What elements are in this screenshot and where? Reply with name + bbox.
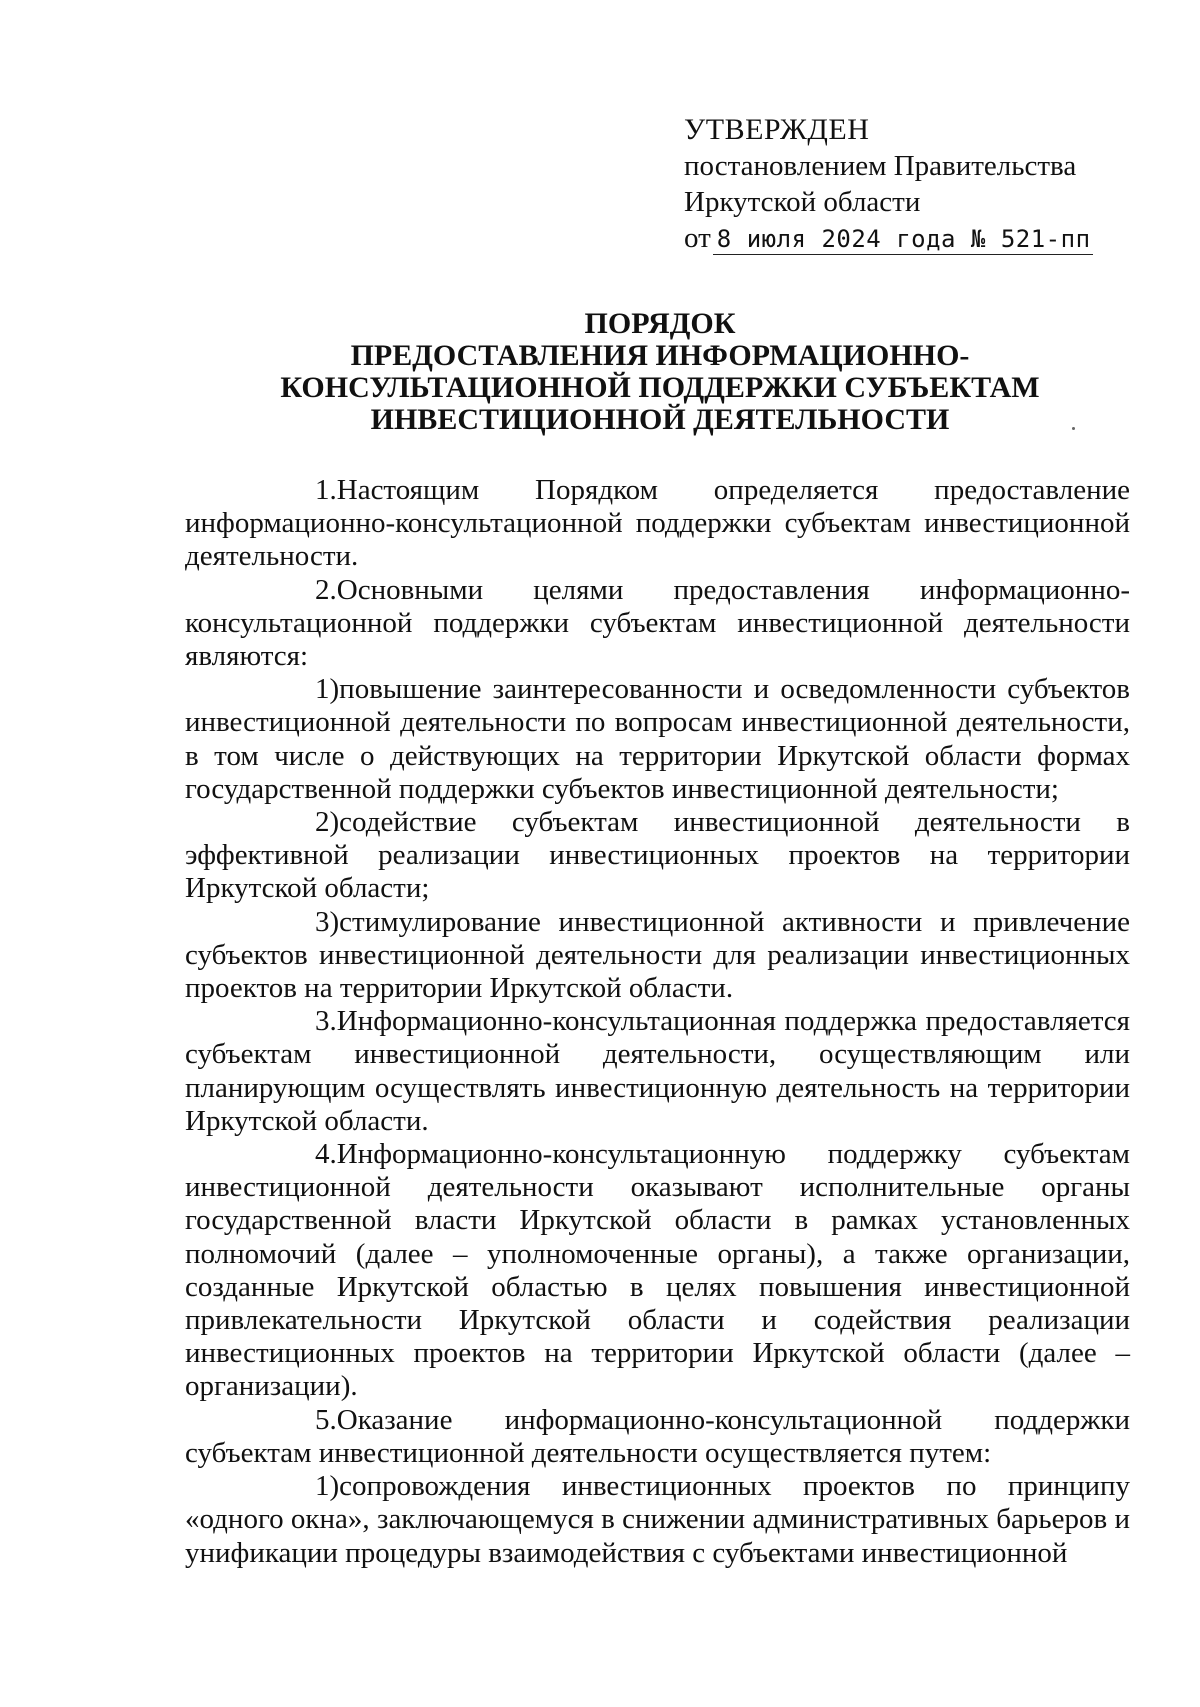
approval-date-prefix: от bbox=[684, 222, 711, 254]
paragraph-text: сопровождения инвестиционных проектов по принципу «одного окна», заключающемуся в снижении административных барьеров и унификации процедуры взаимодействия с субъектами инвестиционной bbox=[185, 1470, 1130, 1569]
scan-speck bbox=[1072, 427, 1075, 430]
paragraph bbox=[185, 1470, 1130, 1570]
paragraph-text: Информационно-консультационную поддержку субъектам инвестиционной деятельности оказывают исполнительные органы государственной власти Иркутской области в рамках установленных полномочий (далее – уполномоченные органы), а также организации, созданные Иркутской областью в целях повышения инвестиционной привлекательности Иркутской области и содействия реализации инвестиционных проектов на территории Иркутской области (далее – организации). bbox=[185, 1138, 1130, 1403]
paragraph-number: 5. bbox=[315, 1403, 337, 1436]
paragraph bbox=[185, 1404, 1130, 1470]
paragraph bbox=[185, 574, 1130, 674]
paragraph bbox=[185, 673, 1130, 806]
paragraph bbox=[185, 474, 1130, 574]
title-line: ПРЕДОСТАВЛЕНИЯ ИНФОРМАЦИОННО- bbox=[350, 339, 970, 372]
approval-date-line bbox=[684, 220, 1093, 256]
paragraph-number: 2) bbox=[315, 806, 340, 839]
paragraph-number: 3) bbox=[315, 905, 340, 938]
approval-head: УТВЕРЖДЕН bbox=[684, 113, 870, 146]
title-line: ИНВЕСТИЦИОННОЙ ДЕЯТЕЛЬНОСТИ bbox=[370, 403, 950, 436]
paragraph-text: Оказание информационно-консультационной поддержки субъектам инвестиционной деятельности осуществляется путем: bbox=[185, 1403, 1130, 1469]
paragraph-number: 2. bbox=[315, 573, 337, 606]
paragraph-text: Настоящим Порядком определяется предоставление информационно-консультационной поддержки субъектам инвестиционной деятельности. bbox=[185, 474, 1130, 573]
approval-line: Иркутской области bbox=[684, 186, 921, 218]
paragraph-number: 4. bbox=[315, 1138, 337, 1171]
paragraph bbox=[185, 906, 1130, 1006]
title-line: ПОРЯДОК bbox=[584, 307, 736, 340]
paragraph-text: стимулирование инвестиционной активности и привлечение субъектов инвестиционной деятельности для реализации инвестиционных проектов на территории Иркутской области. bbox=[185, 905, 1130, 1005]
paragraph-number: 1) bbox=[315, 673, 340, 706]
paragraph-number: 1. bbox=[315, 474, 337, 506]
document-body bbox=[185, 474, 1130, 1570]
title-line: КОНСУЛЬТАЦИОННОЙ ПОДДЕРЖКИ СУБЪЕКТАМ bbox=[280, 371, 1040, 404]
paragraph-number: 1) bbox=[315, 1470, 340, 1503]
approval-date-value: 8 июля 2024 года № 521-пп bbox=[713, 225, 1093, 255]
paragraph bbox=[185, 1005, 1130, 1138]
paragraph-text: Информационно-консультационная поддержка предоставляется субъектам инвестиционной деятельности, осуществляющим или планирующим осуществлять инвестиционную деятельность на территории Иркутской области. bbox=[185, 1005, 1130, 1137]
paragraph-text: повышение заинтересованности и осведомленности субъектов инвестиционной деятельности по вопросам инвестиционной деятельности, в том числе о действующих на территории Иркутской области формах государственной поддержки субъектов инвестиционной деятельности; bbox=[185, 673, 1130, 805]
paragraph-text: содействие субъектам инвестиционной деятельности в эффективной реализации инвестиционных проектов на территории Иркутской области; bbox=[185, 806, 1130, 905]
paragraph bbox=[185, 1138, 1130, 1404]
paragraph-text: Основными целями предоставления информационно-консультационной поддержки субъектам инвестиционной деятельности являются: bbox=[185, 573, 1130, 673]
approval-block bbox=[684, 112, 1093, 256]
document-title bbox=[280, 308, 1040, 436]
paragraph bbox=[185, 806, 1130, 906]
approval-line: постановлением Правительства bbox=[684, 150, 1077, 182]
paragraph-number: 3. bbox=[315, 1005, 337, 1038]
